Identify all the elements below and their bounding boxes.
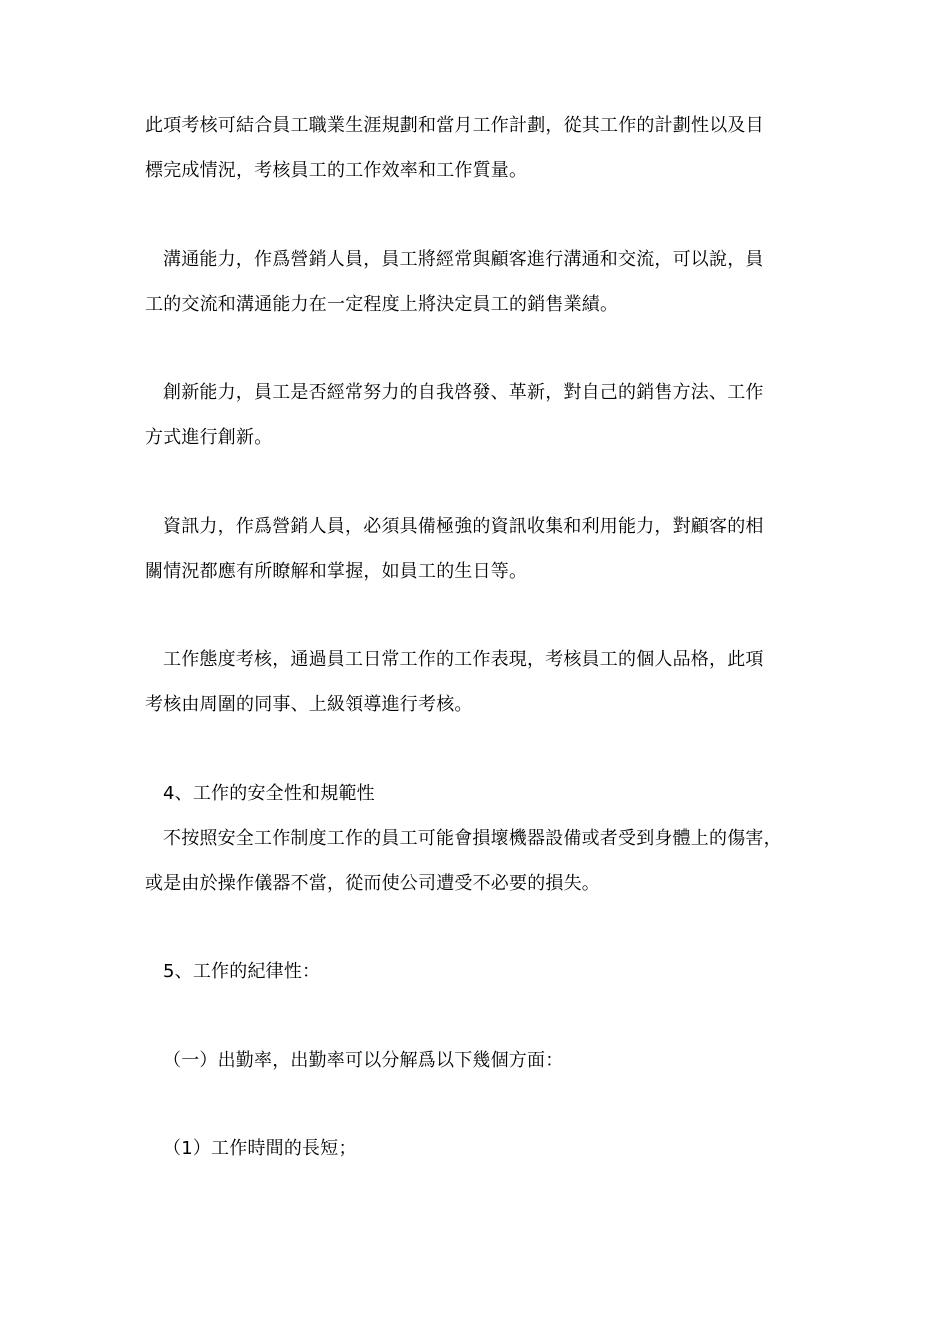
subsection-attendance: （一）出勤率，出勤率可以分解爲以下幾個方面： [163, 1050, 564, 1071]
paragraph-5-line-1: 工作態度考核，通過員工日常工作的工作表現，考核員工的個人品格，此項 [163, 649, 764, 670]
paragraph-1-line-2: 標完成情況，考核員工的工作效率和工作質量。 [145, 160, 528, 181]
paragraph-5-line-2: 考核由周圍的同事、上級領導進行考核。 [145, 694, 473, 715]
paragraph-2-line-2: 工的交流和溝通能力在一定程度上將決定員工的銷售業績。 [145, 294, 619, 315]
section-4-line-2: 或是由於操作儀器不當，從而使公司遭受不必要的損失。 [145, 873, 600, 894]
paragraph-3-line-1: 創新能力，員工是否經常努力的自我啓發、革新，對自己的銷售方法、工作 [163, 382, 764, 403]
paragraph-3-line-2: 方式進行創新。 [145, 427, 273, 448]
list-item-working-hours: （1）工作時間的長短； [163, 1138, 357, 1159]
paragraph-1-line-1: 此項考核可結合員工職業生涯規劃和當月工作計劃，從其工作的計劃性以及目 [145, 115, 764, 136]
paragraph-2-line-1: 溝通能力，作爲營銷人員，員工將經常與顧客進行溝通和交流，可以說，員 [163, 249, 764, 270]
paragraph-4-line-2: 關情況都應有所瞭解和掌握，如員工的生日等。 [145, 561, 528, 582]
paragraph-4-line-1: 資訊力，作爲營銷人員，必須具備極強的資訊收集和利用能力，對顧客的相 [163, 516, 764, 537]
section-5-heading: 5、工作的紀律性： [163, 961, 321, 982]
section-4-heading: 4、工作的安全性和規範性 [163, 783, 375, 804]
section-4-line-1: 不按照安全工作制度工作的員工可能會損壞機器設備或者受到身體上的傷害， [163, 828, 782, 849]
